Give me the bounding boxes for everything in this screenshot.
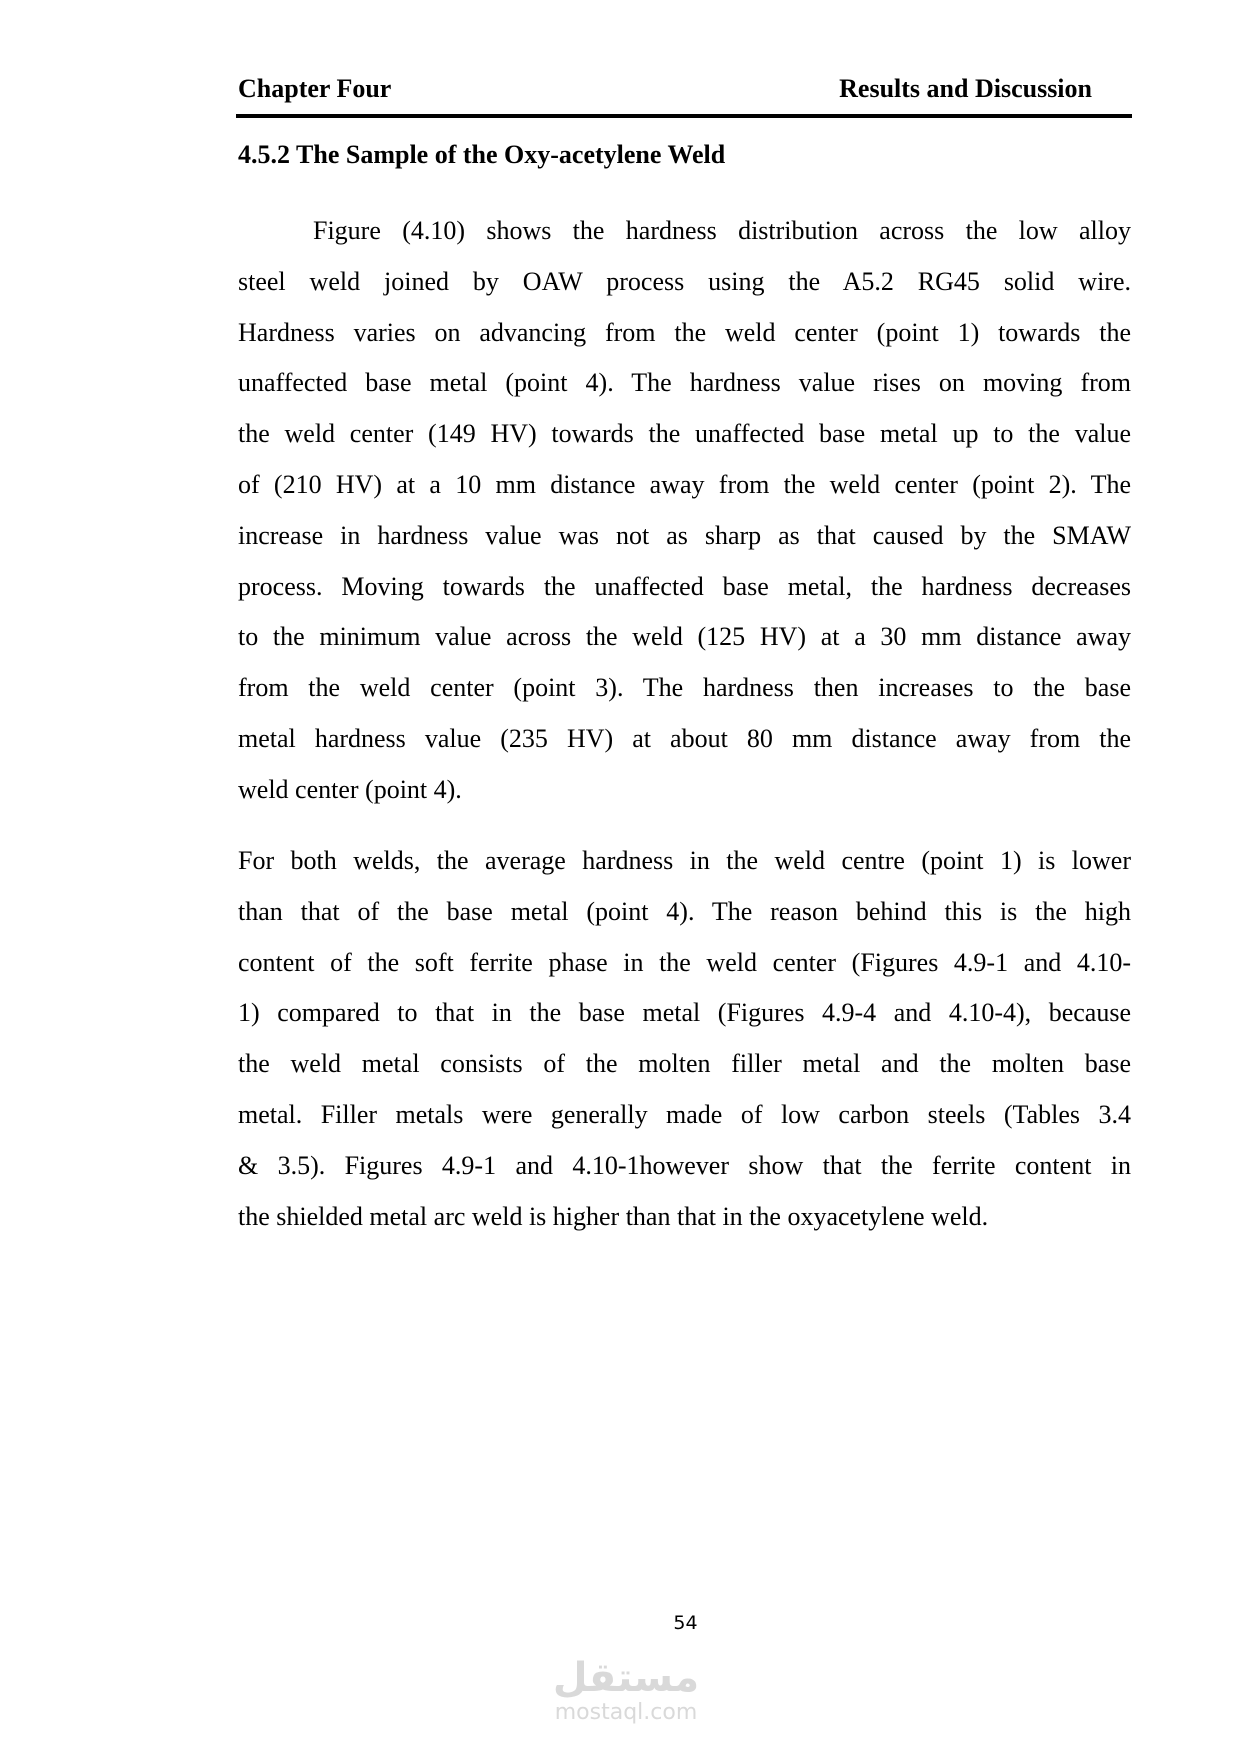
text-line: than that of the base metal (point 4). The reason behind this is the high [238, 896, 1131, 926]
text-line: & 3.5). Figures 4.9-1 and 4.10-1however show that the ferrite content in [238, 1150, 1131, 1180]
section-title: 4.5.2 The Sample of the Oxy-acetylene Weld [238, 140, 726, 169]
watermark-arabic: مستقل [552, 1655, 700, 1701]
text-line: weld center (point 4). [238, 774, 462, 804]
text-line: steel weld joined by OAW process using the A5.2 RG45 solid wire. [238, 266, 1131, 296]
header-rule [236, 114, 1132, 118]
text-line: Figure (4.10) shows the hardness distribution across the low alloy [313, 216, 1131, 245]
text-line: the weld center (149 HV) towards the unaffected base metal up to the value [238, 419, 1131, 449]
text-line: metal hardness value (235 HV) at about 80 mm distance away from the [238, 723, 1131, 753]
text-line: Hardness varies on advancing from the weld center (point 1) towards the [238, 317, 1131, 347]
text-line: metal. Filler metals were generally made of low carbon steels (Tables 3.4 [238, 1099, 1131, 1129]
paragraph-1 [238, 206, 1131, 816]
text-line: content of the soft ferrite phase in the weld center (Figures 4.9-1 and 4.10- [238, 947, 1131, 977]
page-header [238, 74, 1130, 104]
text-line: from the weld center (point 3). The hardness then increases to the base [238, 673, 1131, 703]
text-line: unaffected base metal (point 4). The hardness value rises on moving from [238, 368, 1131, 398]
text-line: process. Moving towards the unaffected base metal, the hardness decreases [238, 571, 1131, 601]
section-label: Results and Discussion [839, 74, 1092, 103]
text-line: the weld metal consists of the molten filler metal and the molten base [238, 1049, 1131, 1079]
chapter-label: Chapter Four [238, 74, 392, 103]
text-line: 1) compared to that in the base metal (Figures 4.9-4 and 4.10-4), because [238, 998, 1131, 1028]
text-line: increase in hardness value was not as sharp as that caused by the SMAW [238, 520, 1131, 550]
watermark-latin: mostaql.com [554, 1700, 698, 1725]
text-line: of (210 HV) at a 10 mm distance away from the weld center (point 2). The [238, 469, 1131, 499]
text-line: For both welds, the average hardness in the weld centre (point 1) is lower [238, 846, 1131, 875]
text-line: the shielded metal arc weld is higher than that in the oxyacetylene weld. [238, 1201, 989, 1231]
page-number: 54 [673, 1612, 698, 1634]
paragraph-2 [238, 836, 1131, 1242]
watermark-logo [546, 1655, 706, 1725]
text-line: to the minimum value across the weld (125 HV) at a 30 mm distance away [238, 622, 1131, 652]
